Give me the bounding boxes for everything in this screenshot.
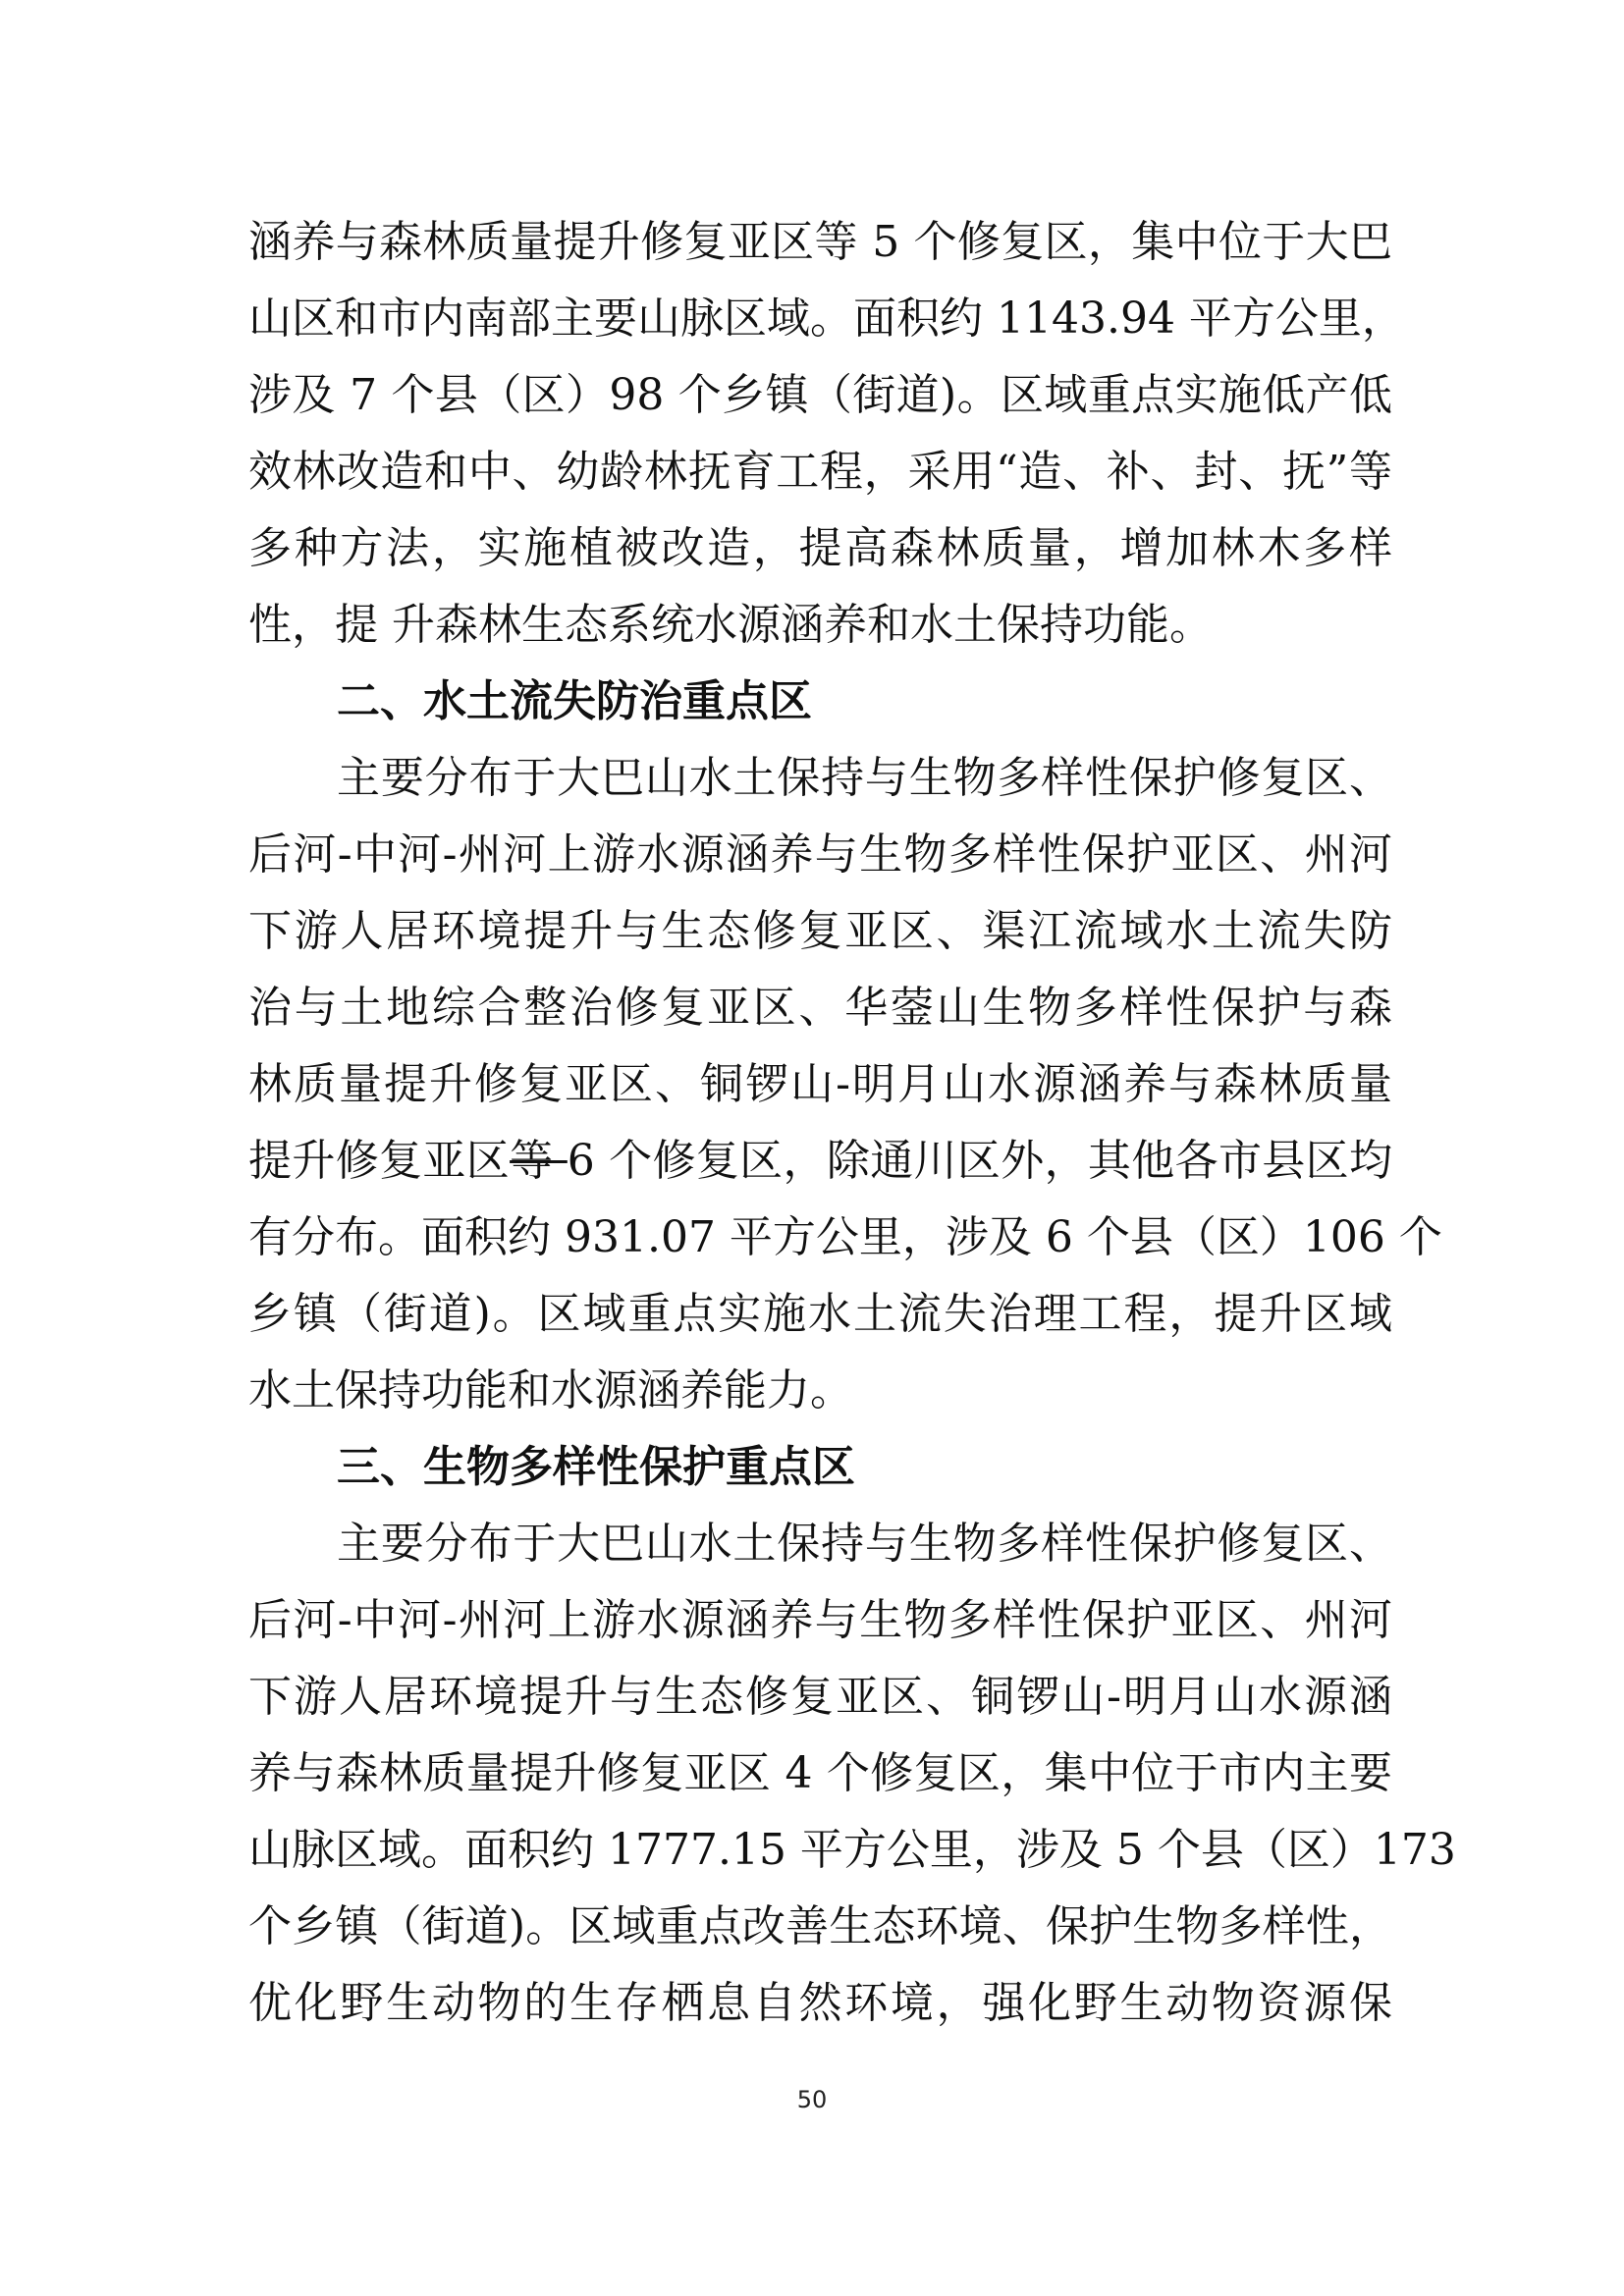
section-heading: 三、生物多样性保护重点区	[337, 1442, 855, 1492]
paragraph-line-with-strikethrough	[248, 1127, 1392, 1196]
paragraph-line: 下游人居环境提升与生态修复亚区、铜锣山-明月山水源涵	[248, 1672, 1392, 1722]
paragraph-line: 涉及 7 个县（区）98 个乡镇（街道)。区域重点实施低产低	[248, 370, 1392, 420]
line-segment: 6 个修复区，除通川区外，其他各市县区均	[567, 1136, 1393, 1186]
paragraph-line: 下游人居环境提升与生态修复亚区、渠江流域水土流失防	[248, 906, 1392, 956]
paragraph-line: 后河-中河-州河上游水源涵养与生物多样性保护亚区、州河	[248, 1595, 1392, 1645]
paragraph-line: 主要分布于大巴山水土保持与生物多样性保护修复区、	[337, 753, 1392, 803]
paragraph-line: 水土保持功能和水源涵养能力。	[248, 1365, 853, 1415]
paragraph-line: 山脉区域。面积约 1777.15 平方公里，涉及 5 个县（区）173	[248, 1825, 1456, 1875]
paragraph-line: 性，提 升森林生态系统水源涵养和水土保持功能。	[248, 600, 1213, 650]
paragraph-line: 多种方法，实施植被改造，提高森林质量，增加林木多样	[248, 523, 1392, 573]
paragraph-line: 涵养与森林质量提升修复亚区等 5 个修复区，集中位于大巴	[248, 217, 1392, 267]
paragraph-line: 治与土地综合整治修复亚区、华蓥山生物多样性保护与森	[248, 983, 1392, 1033]
line-segment: 提升修复亚区	[248, 1136, 511, 1186]
paragraph-line: 乡镇（街道)。区域重点实施水土流失治理工程，提升区域	[248, 1289, 1392, 1339]
paragraph-line: 主要分布于大巴山水土保持与生物多样性保护修复区、	[337, 1519, 1392, 1569]
paragraph-line: 林质量提升修复亚区、铜锣山-明月山水源涵养与森林质量	[248, 1059, 1392, 1109]
struck-text: 等	[510, 1136, 568, 1186]
paragraph-line: 山区和市内南部主要山脉区域。面积约 1143.94 平方公里，	[248, 294, 1405, 344]
paragraph-line: 养与森林质量提升修复亚区 4 个修复区，集中位于市内主要	[248, 1748, 1392, 1798]
page-number: 50	[796, 2086, 828, 2113]
paragraph-line: 有分布。面积约 931.07 平方公里，涉及 6 个县（区）106 个	[248, 1212, 1442, 1262]
paragraph-line: 效林改造和中、幼龄林抚育工程，采用“造、补、封、抚”等	[248, 447, 1392, 497]
section-heading: 二、水土流失防治重点区	[337, 676, 812, 726]
paragraph-line: 后河-中河-州河上游水源涵养与生物多样性保护亚区、州河	[248, 829, 1392, 880]
paragraph-line: 个乡镇（街道)。区域重点改善生态环境、保护生物多样性，	[248, 1901, 1392, 1951]
paragraph-line: 优化野生动物的生存栖息自然环境，强化野生动物资源保	[248, 1978, 1392, 2028]
